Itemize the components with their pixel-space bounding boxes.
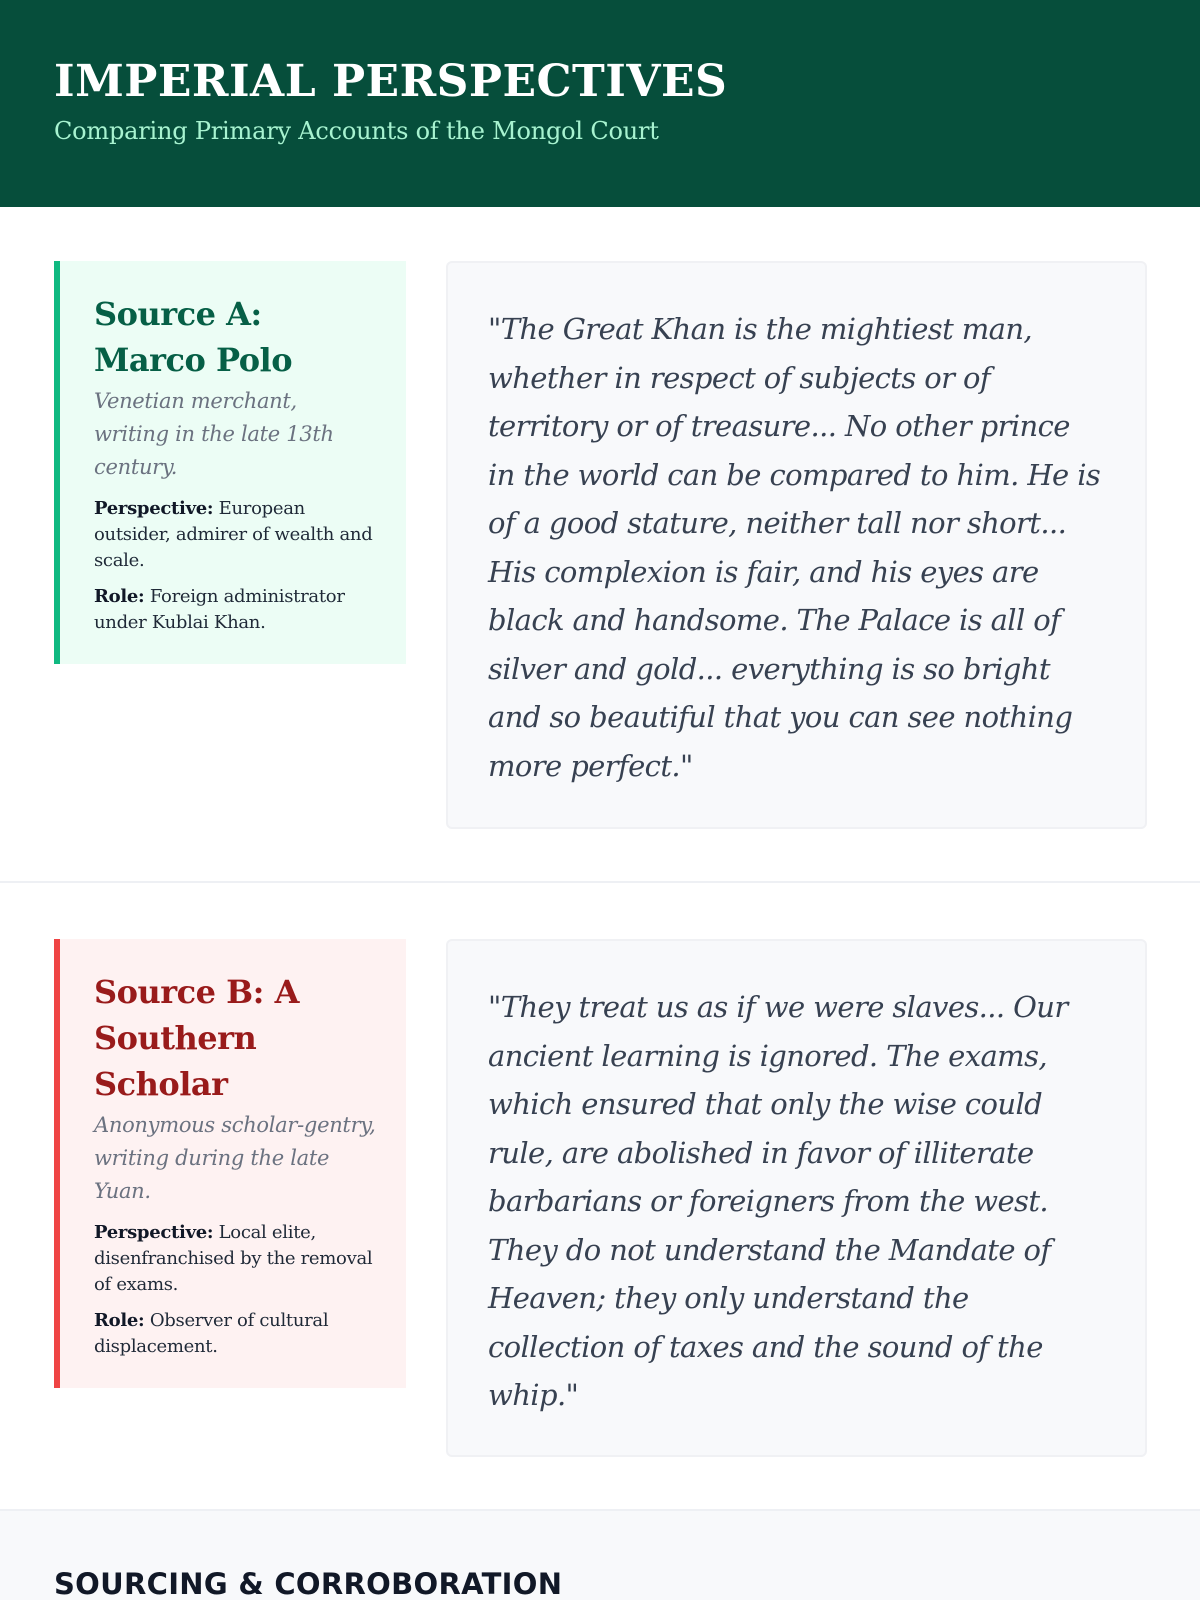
page-title: IMPERIAL PERSPECTIVES xyxy=(54,56,728,107)
perspective-value: Local elite, disenfranchised by the removal of exams. xyxy=(94,1222,373,1295)
perspective-value: European outsider, admirer of wealth and scale. xyxy=(94,498,373,571)
source-b-perspective xyxy=(94,1220,378,1298)
source-a-quote: "The Great Khan is the mightiest man, whether in respect of subjects or of territory or of treasure... No other prince in the world can be compared to him. He is of a good stature, neither tall nor short... His complexion is fair, and his eyes are black and handsome. The Palace is all of silver and gold... everything is so bright and so beautiful that you can see nothing more perfect." xyxy=(488,312,1101,783)
role-label: Role: xyxy=(94,586,145,607)
source-b-quote-box xyxy=(446,939,1147,1457)
page-header xyxy=(0,0,1200,207)
source-a-quote-box xyxy=(446,261,1147,829)
source-a-perspective xyxy=(94,496,378,574)
perspective-label: Perspective: xyxy=(94,1222,214,1243)
role-label: Role: xyxy=(94,1310,145,1331)
source-a-description: Venetian merchant, writing in the late 13th century. xyxy=(94,389,334,479)
source-b-title: Source B: A Southern Scholar xyxy=(94,973,299,1103)
source-a-section xyxy=(0,207,1200,883)
source-b-description: Anonymous scholar-gentry, writing during the late Yuan. xyxy=(94,1113,376,1203)
source-b-section xyxy=(0,883,1200,1511)
source-a-role xyxy=(94,584,378,636)
sourcing-section xyxy=(0,1511,1200,1600)
source-a-title: Source A: Marco Polo xyxy=(94,295,293,379)
sourcing-heading: SOURCING & CORROBORATION xyxy=(54,1567,563,1601)
source-b-card xyxy=(54,939,406,1388)
source-a-card xyxy=(54,261,406,664)
page-subtitle: Comparing Primary Accounts of the Mongol Court xyxy=(54,117,659,145)
source-b-role xyxy=(94,1308,378,1360)
source-b-quote: "They treat us as if we were slaves... Our ancient learning is ignored. The exams, which ensured that only the wise could rule, are abolished in favor of illiterate barbarians or foreigners from the west. They do not understand the Mandate of Heaven; they only understand the collection of taxes and the sound of the whip." xyxy=(488,990,1068,1412)
role-value: Foreign administrator under Kublai Khan. xyxy=(94,586,345,633)
perspective-label: Perspective: xyxy=(94,498,214,519)
role-value: Observer of cultural displacement. xyxy=(94,1310,329,1357)
